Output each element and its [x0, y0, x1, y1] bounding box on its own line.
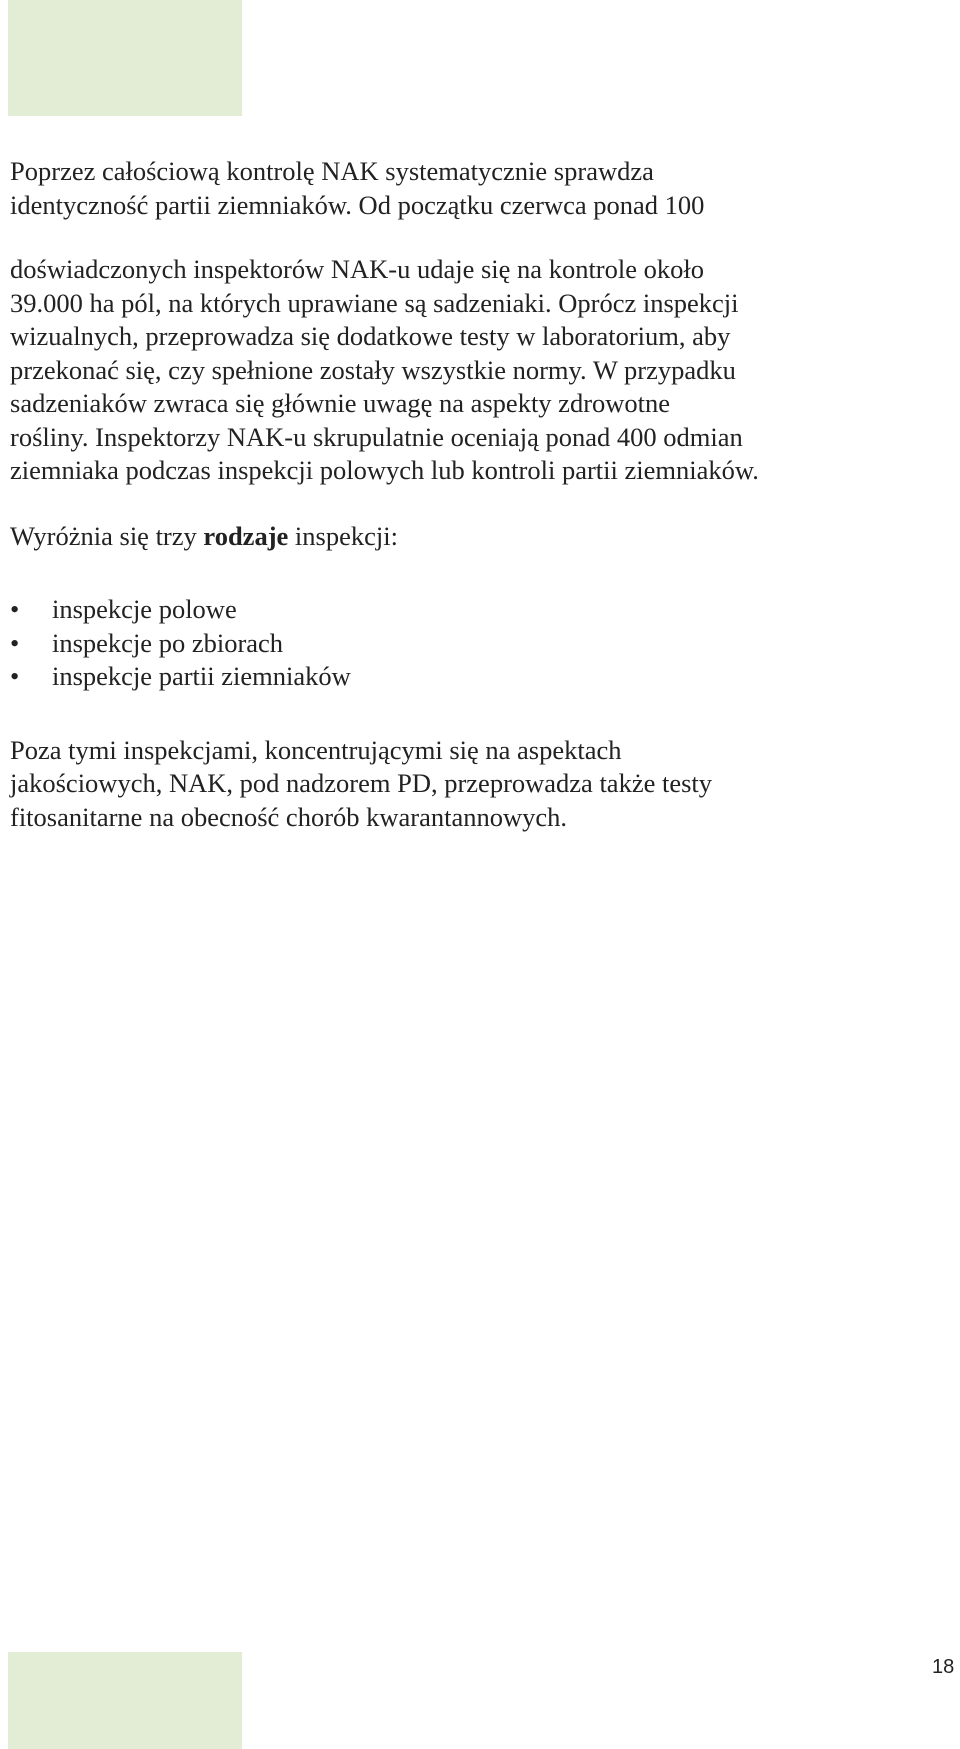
paragraph-inspection-overview: [10, 155, 950, 488]
paragraph-inspection-types-intro: [10, 520, 950, 554]
intro-text-before: Wyróżnia się trzy: [10, 520, 204, 551]
list-item-text: inspekcje po zbiorach: [52, 627, 284, 658]
paragraph-line: Poprzez całościową kontrolę NAK systematycznie sprawdza: [10, 156, 654, 186]
intro-text-bold: rodzaje: [203, 520, 289, 551]
bullet-icon: •: [10, 627, 20, 658]
list-item-text: inspekcje partii ziemniaków: [52, 661, 351, 691]
page-content: [10, 155, 950, 834]
paragraph-line: sadzeniaków zwraca się głównie uwagę na aspekty zdrowotne: [10, 388, 671, 418]
paragraph-line: ziemniaka podczas inspekcji polowych lub kontroli partii ziemniaków.: [10, 455, 759, 485]
paragraph-line: jakościowych, NAK, pod nadzorem PD, przeprowadza także testy: [10, 768, 713, 798]
paragraph-line: wizualnych, przeprowadza się dodatkowe testy w laboratorium, aby: [10, 321, 731, 351]
paragraph-line: fitosanitarne na obecność chorób kwarantannowych.: [10, 801, 568, 832]
intro-text-after: inspekcji:: [288, 520, 398, 551]
paragraph-line: identyczność partii ziemniaków. Od początku czerwca ponad 100: [10, 189, 705, 220]
list-item-text: inspekcje polowe: [52, 594, 237, 624]
list-item: [10, 627, 950, 661]
bullet-icon: •: [10, 661, 20, 691]
list-item: [10, 593, 950, 627]
inspection-types-list: [10, 593, 950, 694]
list-item: [10, 660, 950, 694]
paragraph-line: Poza tymi inspekcjami, koncentrującymi się na aspektach: [10, 734, 622, 765]
bullet-icon: •: [10, 594, 20, 624]
paragraph-line: przekonać się, czy spełnione zostały wszystkie normy. W przypadku: [10, 354, 736, 385]
paragraph-line: 39.000 ha pól, na których uprawiane są sadzeniaki. Oprócz inspekcji: [10, 287, 739, 318]
top-decorative-block: [8, 0, 242, 116]
paragraph-line: rośliny. Inspektorzy NAK-u skrupulatnie oceniają ponad 400 odmian: [10, 421, 743, 452]
bottom-decorative-block: [8, 1652, 242, 1749]
paragraph-phytosanitary-tests: [10, 734, 950, 835]
paragraph-line: doświadczonych inspektorów NAK-u udaje się na kontrole około: [10, 254, 704, 284]
page-number: 18: [932, 1656, 955, 1678]
